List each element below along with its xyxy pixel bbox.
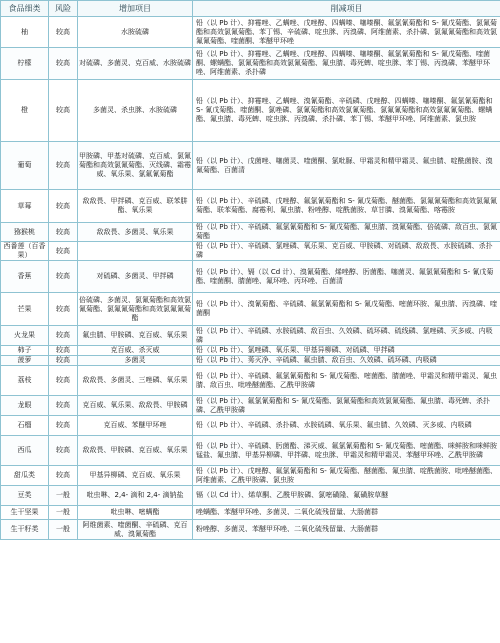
removed-items-cell: 铅（以 Pb 计）、氟氯氰菊酯和 S- 氰戊菊酯、氯氰菊酯和高效氯氰菊酯、氟虫腈、毒死蜱、杀扑磷、乙酰甲胺磷 <box>193 396 500 416</box>
removed-items-cell: 铅（以 Pb 计）、抑霉唑、乙螨唑、溴氰菊酯、辛硫磷、戊唑醇、四螨嗪、噻嗪酮、氟氯氰菊酯和 S- 氰戊菊酯、喹菌酮、氯唑磷、氯氰菊酯和高效氯氰菊酯、氯氟氰菊酯和高效氯氟氰菊酯、螺螨酯、氟虫腈、毒死蜱、啶虫脒、丙溴磷、杀扑磷、苯丁锡、苯醚甲环唑、阿维菌素、氯虫胺 <box>193 80 500 142</box>
risk-cell: 一般 <box>49 486 78 506</box>
added-items-cell: 敌敌畏、多菌灵、氧乐果 <box>78 223 193 242</box>
removed-items-cell: 镉（以 Cd 计）、烯草酮、乙酰甲胺磷、氯嘧磺隆、氟磺胺草醚 <box>193 486 500 506</box>
removed-items-cell: 铅（以 Pb 计）、戊菌唑、噻菌灵、喹菌酮、氯吡脲、甲霜灵和精甲霜灵、氟虫腈、啶酰菌胺、溴氰菊酯、百菌清 <box>193 142 500 190</box>
table-row <box>1 416 500 436</box>
header-row <box>1 1 500 17</box>
removed-items-cell: 铅（以 Pb 计）、辛硫磷、戊唑醇、氟氯氰菊酯和 S- 氰戊菊酯、醚菌酯、氯氟氰菊酯和高效氯氟氰菊酯、联苯菊酯、腐霉利、氟虫腈、粉唑醇、啶酰菌胺、草甘膦、溴氰菊酯、喀霉胺 <box>193 190 500 223</box>
risk-cell: 较高 <box>49 346 78 356</box>
food-cell: 石榴 <box>1 416 49 436</box>
removed-items-cell: 铅（以 Pb 计）、戊唑醇、氟氯氰菊酯和 S- 氰戊菊酯、醚菌酯、氟虫腈、啶酰菌胺、吡唑醚菌酯、阿维菌素、乙酰甲胺磷、氯虫胺 <box>193 466 500 486</box>
risk-cell: 较高 <box>49 293 78 326</box>
table-row <box>1 436 500 466</box>
added-items-cell <box>78 242 193 261</box>
table-row <box>1 466 500 486</box>
food-cell: 火龙果 <box>1 326 49 346</box>
table-row <box>1 242 500 261</box>
table-row <box>1 293 500 326</box>
food-cell: 香蕉 <box>1 261 49 293</box>
added-items-cell: 对硫磷、多菌灵、克百威、水胺硫磷 <box>78 48 193 80</box>
table-row <box>1 142 500 190</box>
food-cell: 西番莲（百香果） <box>1 242 49 261</box>
food-cell: 龙眼 <box>1 396 49 416</box>
added-items-cell: 敌敌畏、甲胺磷、克百威、氧乐果 <box>78 436 193 466</box>
food-cell: 柿子 <box>1 346 49 356</box>
table-row <box>1 80 500 142</box>
food-cell: 柚 <box>1 17 49 48</box>
added-items-cell: 阿维菌素、喹菌酮、辛硫磷、克百威、溴氰菊酯 <box>78 520 193 540</box>
added-items-cell: 甲基异柳磷、克百威、氧乐果 <box>78 466 193 486</box>
added-items-cell: 吡虫啉、嘧螨酯 <box>78 506 193 520</box>
table-row <box>1 486 500 506</box>
header-added-items: 增加项目 <box>78 1 193 17</box>
added-items-cell: 克百威、杀灭威 <box>78 346 193 356</box>
risk-cell: 较高 <box>49 48 78 80</box>
risk-cell: 一般 <box>49 520 78 540</box>
table-row <box>1 520 500 540</box>
removed-items-cell: 铅（以 Pb 计）、辛硫磷、氟氯氰菊酯和 S- 氰戊菊酯、氟虫腈、溴氰菊酯、倍硫磷、敌百虫、氯氰菊酯 <box>193 223 500 242</box>
risk-cell: 较高 <box>49 416 78 436</box>
risk-cell: 较高 <box>49 190 78 223</box>
food-cell: 柠檬 <box>1 48 49 80</box>
removed-items-cell: 铅（以 Pb 计）、氯唑磷、氧乐果、甲基异柳磷、对硫磷、甲拌磷 <box>193 346 500 356</box>
added-items-cell: 敌敌畏、多菌灵、三唑磷、氧乐果 <box>78 366 193 396</box>
table-row <box>1 190 500 223</box>
risk-cell: 一般 <box>49 506 78 520</box>
table-row <box>1 366 500 396</box>
removed-items-cell: 铅（以 Pb 计）、镉（以 Cd 计）、溴氰菊酯、烯唑醇、肟菌酯、噻菌灵、氟氯氰菊酯和 S- 氰戊菊酯、喹菌酮、腈菌唑、氟环唑、丙环唑、百菌清 <box>193 261 500 293</box>
added-items-cell: 氟虫腈、甲胺磷、克百威、氧乐果 <box>78 326 193 346</box>
risk-cell: 较高 <box>49 242 78 261</box>
risk-cell: 较高 <box>49 396 78 416</box>
food-cell: 草莓 <box>1 190 49 223</box>
removed-items-cell: 铅（以 Pb 计）、抑霉唑、乙螨唑、戊唑醇、四螨嗪、噻嗪酮、氟氯氰菊酯和 S- 氰戊菊酯、氯氰菊酯和高效氯氰菊酯、苯丁锡、辛硫磷、啶虫脒、丙溴磷、阿维菌素、杀扑磷、氯氟氰菊酯和高效氯氟氰菊酯、喹菌酮、苯醚甲环唑 <box>193 17 500 48</box>
risk-cell: 较高 <box>49 466 78 486</box>
risk-cell: 较高 <box>49 261 78 293</box>
table-row <box>1 261 500 293</box>
header-removed-items: 削减项目 <box>193 1 500 17</box>
food-cell: 芒果 <box>1 293 49 326</box>
removed-items-cell: 铅（以 Pb 计）、辛硫磷、氟氯氰菊酯和 S- 氰戊菊酯、嘧菌酯、腈菌唑、甲霜灵和精甲霜灵、氟虫腈、敌百虫、吡唑醚菌酯、乙酰甲胺磷 <box>193 366 500 396</box>
table-row <box>1 396 500 416</box>
food-cell: 西瓜 <box>1 436 49 466</box>
table-row <box>1 17 500 48</box>
food-cell: 生干坚果 <box>1 506 49 520</box>
food-cell: 菠萝 <box>1 356 49 366</box>
risk-cell: 较高 <box>49 142 78 190</box>
food-cell: 葡萄 <box>1 142 49 190</box>
removed-items-cell: 铅（以 Pb 计）、辛硫磷、杀扑磷、水胺硫磷、氧乐果、氟虫腈、久效磷、灭多威、内吸磷 <box>193 416 500 436</box>
table-row <box>1 223 500 242</box>
added-items-cell: 倍硫磷、多菌灵、氯氰菊酯和高效氯氰菊酯、氯氟氰菊酯和高效氯氟氰菊酯 <box>78 293 193 326</box>
risk-cell: 较高 <box>49 80 78 142</box>
table-row <box>1 346 500 356</box>
removed-items-cell: 粉唑醇、多菌灵、苯醚甲环唑、二氧化硫残留量、大肠菌群 <box>193 520 500 540</box>
food-cell: 生干籽类 <box>1 520 49 540</box>
removed-items-cell: 铅（以 Pb 计）、辛硫磷、肟菌酯、涕灭威、氟氯氰菊酯和 S- 氰戊菊酯、嘧菌酯、咪鲜胺和咪鲜胺锰盐、氟虫腈、甲基异柳磷、甲拌磷、啶虫脒、甲霜灵和精甲霜灵、苯醚甲环唑、乙酰甲胺磷 <box>193 436 500 466</box>
risk-cell: 较高 <box>49 326 78 346</box>
removed-items-cell: 铅（以 Pb 计）、辛硫磷、水胺硫磷、敌百虫、久效磷、硫环磷、硫线磷、氯唑磷、灭多威、内吸磷 <box>193 326 500 346</box>
table-row <box>1 48 500 80</box>
risk-cell: 较高 <box>49 436 78 466</box>
removed-items-cell: 铅（以 Pb 计）、辛硫磷、氯唑磷、氧乐果、克百威、甲胺磷、对硫磷、敌敌畏、水胺硫磷、杀扑磷 <box>193 242 500 261</box>
table-row <box>1 506 500 520</box>
removed-items-cell: 铅（以 Pb 计）、莠灭净、辛硫磷、氟虫腈、敌百虫、久效磷、硫环磷、内吸磷 <box>193 356 500 366</box>
table-row <box>1 326 500 346</box>
risk-cell: 较高 <box>49 223 78 242</box>
risk-cell: 较高 <box>49 17 78 48</box>
table-body <box>1 17 500 540</box>
header-risk: 风险 <box>49 1 78 17</box>
removed-items-cell: 铅（以 Pb 计）、溴氰菊酯、辛硫磷、氟氯氰菊酯和 S- 氰戊菊酯、嘧菌环胺、氟虫腈、丙溴磷、喹菌酮 <box>193 293 500 326</box>
removed-items-cell: 唑螨酯、苯醚甲环唑、多菌灵、二氧化硫残留量、大肠菌群 <box>193 506 500 520</box>
added-items-cell: 多菌灵、杀虫脒、水胺硫磷 <box>78 80 193 142</box>
added-items-cell: 吡虫啉、2,4- 滴和 2,4- 滴钠盐 <box>78 486 193 506</box>
table-header <box>1 1 500 17</box>
table-row <box>1 356 500 366</box>
food-cell: 豆类 <box>1 486 49 506</box>
risk-cell: 较高 <box>49 366 78 396</box>
added-items-cell: 敌敌畏、甲拌磷、克百威、联苯肼酯、氧乐果 <box>78 190 193 223</box>
header-food-category: 食品细类 <box>1 1 49 17</box>
added-items-cell: 克百威、苯醚甲环唑 <box>78 416 193 436</box>
added-items-cell: 克百威、氧乐果、敌敌畏、甲胺磷 <box>78 396 193 416</box>
risk-cell: 较高 <box>49 356 78 366</box>
removed-items-cell: 铅（以 Pb 计）、抑霉唑、乙螨唑、戊唑醇、四螨嗪、噻嗪酮、氟氯氰菊酯和 S- 氰戊菊酯、喹菌酮、螺螨酯、氯氰菊酯和高效氯氰菊酯、氟虫腈、毒死蜱、啶虫脒、苯丁锡、丙溴磷、苯醚甲环唑、阿维菌素、杀扑磷 <box>193 48 500 80</box>
food-cell: 猕猴桃 <box>1 223 49 242</box>
food-cell: 荔枝 <box>1 366 49 396</box>
added-items-cell: 多菌灵 <box>78 356 193 366</box>
food-cell: 橙 <box>1 80 49 142</box>
food-cell: 甜瓜类 <box>1 466 49 486</box>
added-items-cell: 对硫磷、多菌灵、甲拌磷 <box>78 261 193 293</box>
added-items-cell: 水胺硫磷 <box>78 17 193 48</box>
added-items-cell: 甲胺磷、甲基对硫磷、克百威、氯氰菊酯和高效氯氰菊酯、灭线磷、霜霉威、氧乐果、氯氟氰菊酯 <box>78 142 193 190</box>
